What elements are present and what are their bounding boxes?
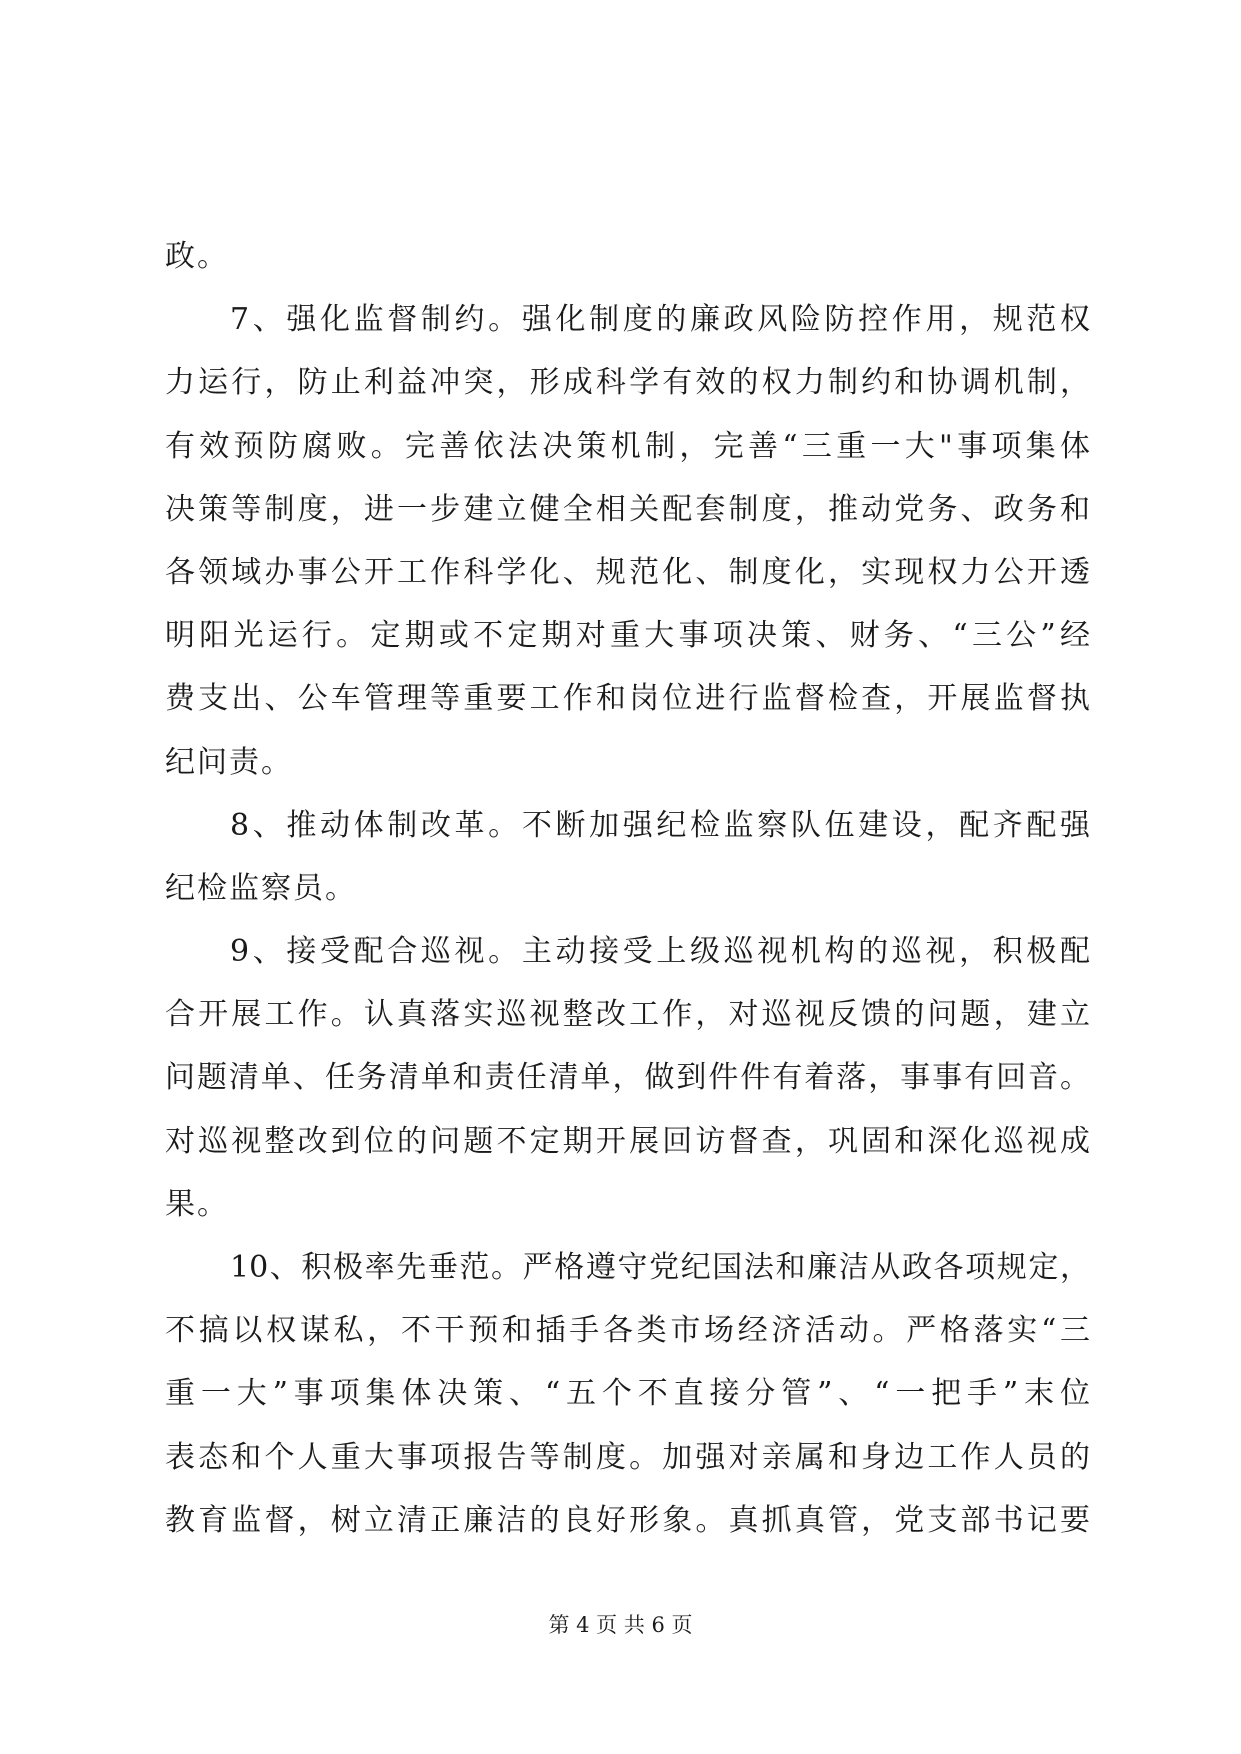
- paragraph-7-heading-line: 7、强化监督制约。强化制度的廉政风险防控作用，规范权: [230, 302, 1090, 338]
- text-line: 有效预防腐败。完善依法决策机制，完善“三重一大"事项集体: [165, 428, 1090, 464]
- text-line: 明阳光运行。定期或不定期对重大事项决策、财务、“三公”经: [165, 618, 1090, 654]
- text-line: 不搞以权谋私，不干预和插手各类市场经济活动。严格落实“三: [165, 1313, 1090, 1349]
- text-line: 纪问责。: [165, 744, 293, 780]
- text-line: 政。: [165, 239, 229, 274]
- page-number-footer: 第 4 页 共 6 页: [548, 1613, 693, 1637]
- text-line: 问题清单、任务清单和责任清单，做到件件有着落，事事有回音。: [165, 1060, 1090, 1096]
- text-line: 纪检监察员。: [165, 870, 357, 906]
- text-line: 各领域办事公开工作科学化、规范化、制度化，实现权力公开透: [165, 554, 1090, 590]
- paragraph-9-heading-line: 9、接受配合巡视。主动接受上级巡视机构的巡视，积极配: [230, 934, 1090, 970]
- text-line: 表态和个人重大事项报告等制度。加强对亲属和身边工作人员的: [165, 1439, 1090, 1475]
- text-line: 合开展工作。认真落实巡视整改工作，对巡视反馈的问题，建立: [165, 997, 1090, 1033]
- text-line: 力运行，防止利益冲突，形成科学有效的权力制约和协调机制，: [165, 365, 1090, 401]
- document-body: [165, 225, 1090, 1552]
- paragraph-10-heading-line: 10、积极率先垂范。严格遵守党纪国法和廉洁从政各项规定，: [230, 1250, 1090, 1285]
- text-line: 教育监督，树立清正廉洁的良好形象。真抓真管，党支部书记要: [165, 1502, 1090, 1538]
- text-line: 决策等制度，进一步建立健全相关配套制度，推动党务、政务和: [165, 491, 1090, 527]
- text-line: 费支出、公车管理等重要工作和岗位进行监督检查，开展监督执: [165, 681, 1090, 717]
- text-line: 对巡视整改到位的问题不定期开展回访督查，巩固和深化巡视成: [165, 1123, 1090, 1159]
- paragraph-8-heading-line: 8、推动体制改革。不断加强纪检监察队伍建设，配齐配强: [230, 807, 1090, 843]
- text-line: 重一大”事项集体决策、“五个不直接分管”、“一把手”末位: [165, 1376, 1090, 1412]
- text-line: 果。: [165, 1186, 229, 1222]
